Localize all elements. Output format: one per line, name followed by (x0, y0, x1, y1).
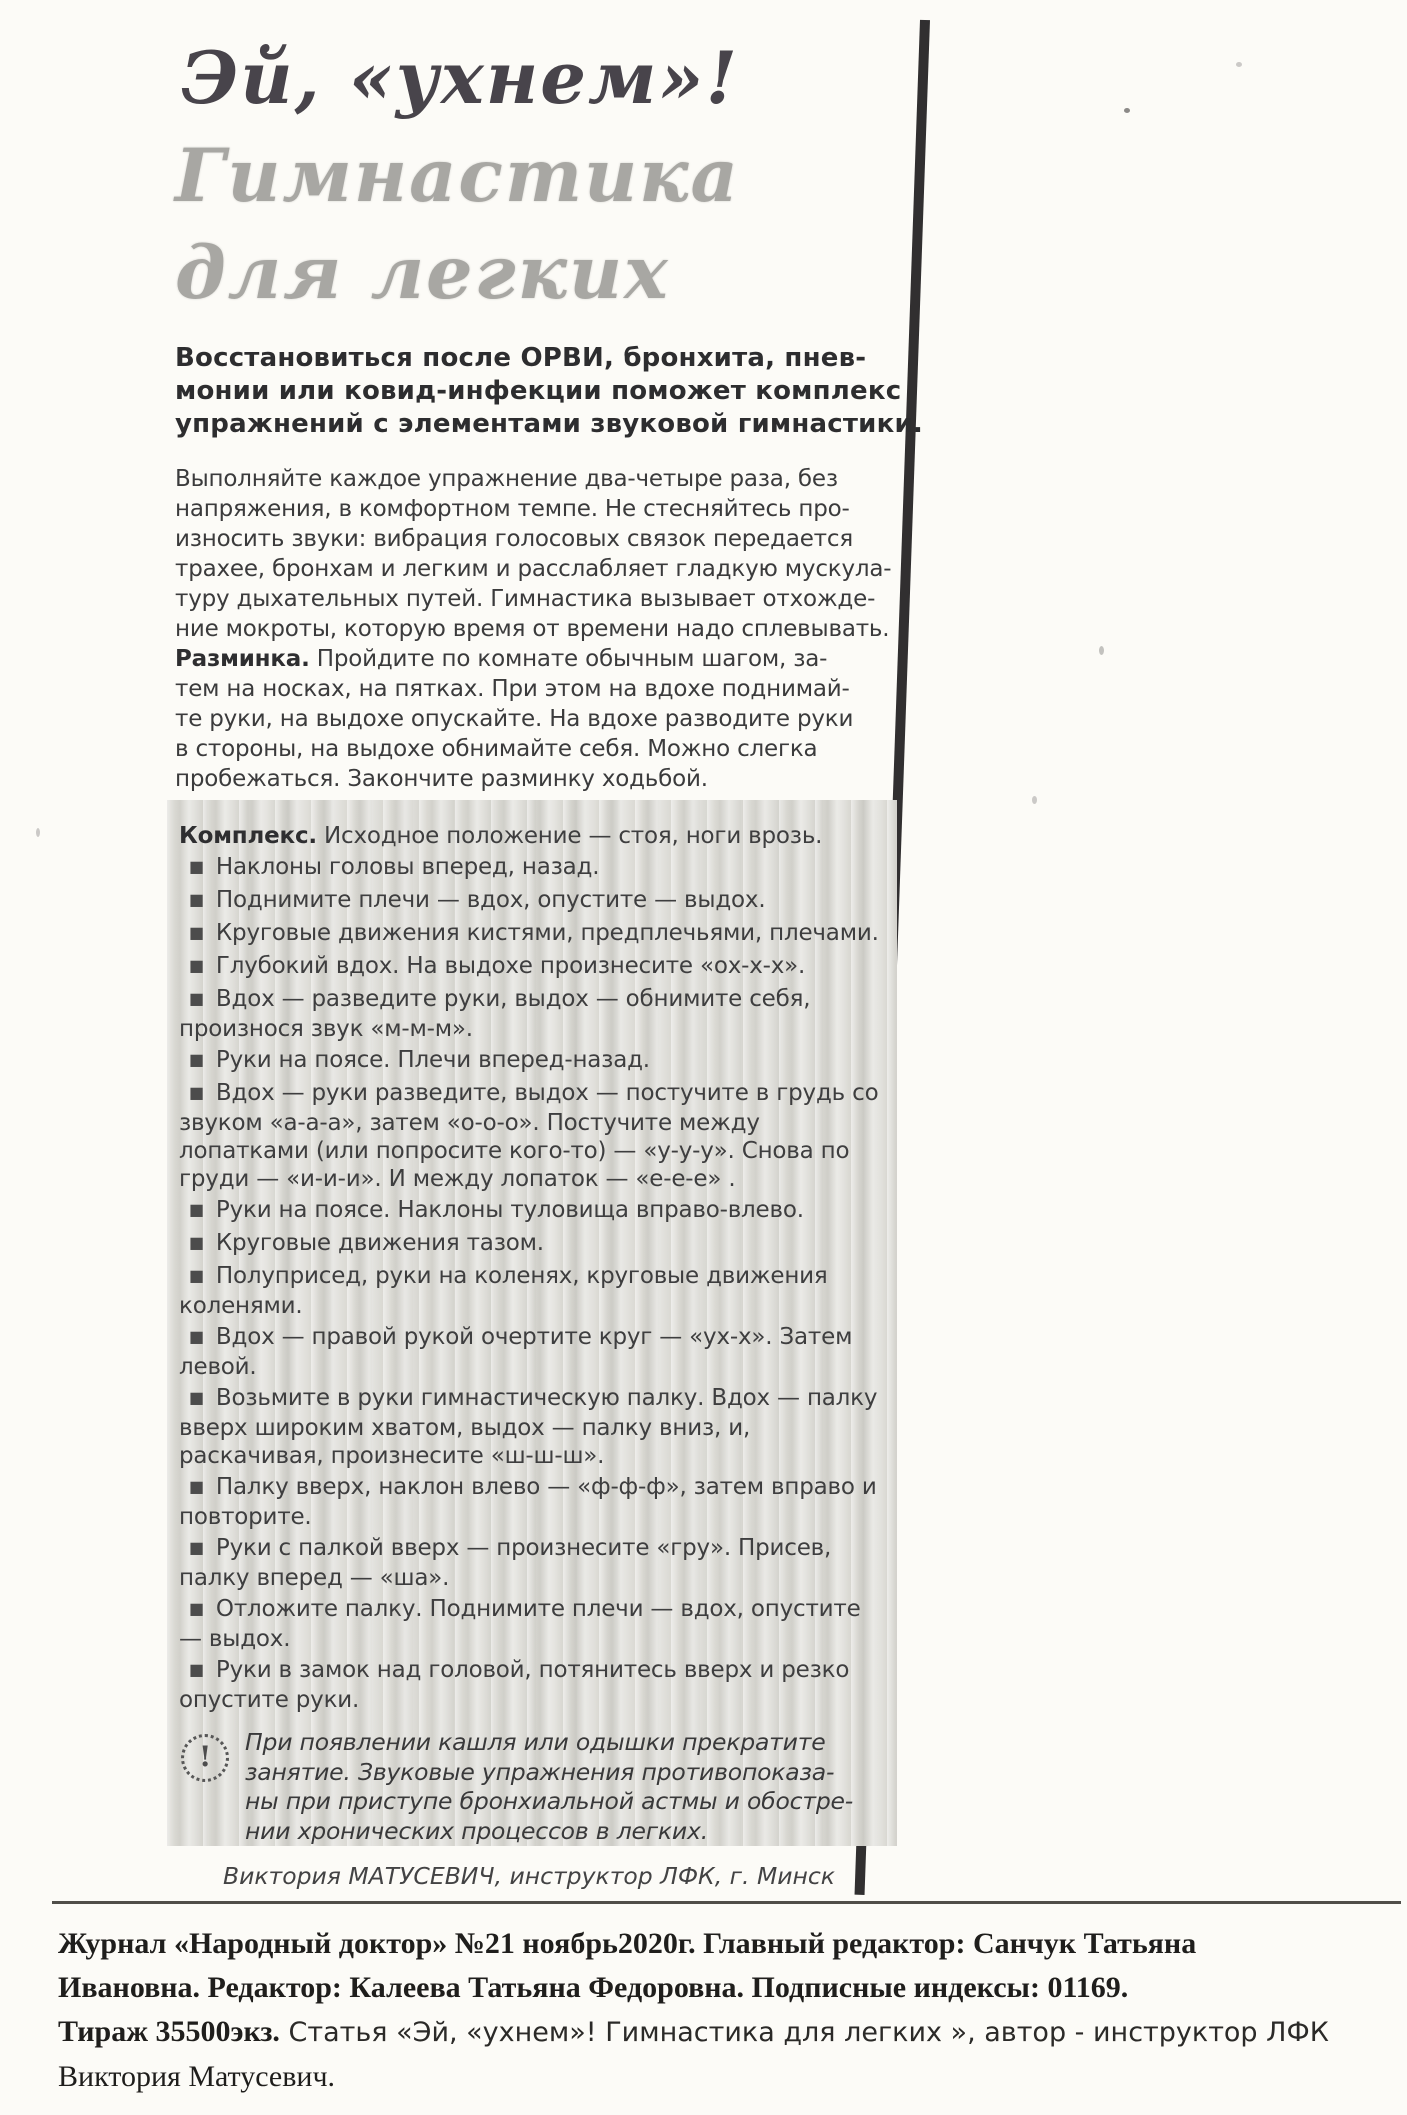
warning-exclamation-icon: ! (181, 1734, 229, 1782)
body-paragraph-razminka (175, 674, 897, 794)
bullet-square-icon: ■ (189, 1266, 204, 1285)
exercise-item (179, 1079, 889, 1193)
bullet-square-icon: ■ (189, 1477, 204, 1496)
caption-tirazh: Тираж 35500экз. (58, 2015, 280, 2048)
body-line: Выполняйте каждое упражнение два-четыре раза, без (175, 466, 838, 492)
article-body (175, 464, 897, 794)
caption-line-4: Виктория Матусевич. (58, 2060, 336, 2093)
exercise-item (179, 1595, 889, 1653)
caption-divider-line (52, 1901, 1401, 1904)
bullet-square-icon: ■ (189, 890, 204, 909)
exercise-item-text: Поднимите плечи — вдох, опустите — выдох. (215, 887, 766, 913)
scan-speck (1124, 108, 1130, 113)
exercise-item-text: Возьмите в руки гимнастическую палку. Вдох — палку вверх широким хватом, выдох — палку вниз, и, раскачивая, произнесите «ш-ш-ш». (179, 1385, 878, 1469)
warning-note (179, 1728, 889, 1846)
bullet-square-icon: ■ (189, 1660, 204, 1679)
exercise-item-text: Круговые движения тазом. (215, 1230, 544, 1256)
caption-line-1: Журнал «Народный доктор» №21 ноябрь2020г. Главный редактор: Санчук Татьяна (58, 1927, 1197, 1960)
exercise-item (179, 919, 889, 949)
bullet-square-icon: ■ (189, 857, 204, 876)
exercise-item-text: Глубокий вдох. На выдохе произнесите «ох-х-х». (215, 953, 806, 979)
komplex-list (179, 853, 889, 1714)
body-line: в стороны, на выдохе обнимайте себя. Можно слегка (175, 736, 818, 762)
bullet-square-icon: ■ (189, 1599, 204, 1618)
exercise-item-text: Наклоны головы вперед, назад. (215, 854, 600, 880)
warning-line: нии хронических процессов в легких. (245, 1816, 708, 1845)
exercise-item (179, 952, 889, 982)
exercise-item (179, 886, 889, 916)
exercise-box (167, 800, 897, 1846)
bullet-square-icon: ■ (189, 1327, 204, 1346)
lead-line: монии или ковид-инфекции поможет комплекс (175, 376, 902, 406)
exercise-item (179, 985, 889, 1043)
body-line: тем на носках, на пятках. При этом на вдохе поднимай- (175, 676, 850, 702)
komplex-intro-line (179, 822, 889, 850)
caption-line-2: Ивановна. Редактор: Калеева Татьяна Федоровна. Подписные индексы: 01169. (58, 1971, 1129, 2004)
exercise-item (179, 1656, 889, 1714)
article-lead (175, 342, 923, 441)
bullet-square-icon: ■ (189, 1388, 204, 1407)
body-line: туру дыхательных путей. Гимнастика вызывает отхожде- (175, 586, 876, 612)
warning-text (245, 1728, 889, 1846)
exercise-item-text: Круговые движения кистями, предплечьями, плечами. (215, 920, 879, 946)
razminka-label: Разминка. (175, 646, 310, 672)
warning-line: При появлении кашля или одышки прекратите (245, 1728, 826, 1756)
exercise-item-text: Руки на поясе. Плечи вперед-назад. (215, 1047, 650, 1073)
komplex-label: Комплекс. (179, 823, 317, 849)
exercise-item (179, 853, 889, 883)
body-line: напряжения, в комфортном темпе. Не стесняйтесь про- (175, 496, 850, 522)
body-line-razminka (175, 644, 897, 674)
lead-line: Восстановиться после ОРВИ, бронхита, пнев- (175, 343, 867, 373)
warning-line: занятие. Звуковые упражнения противопоказа- (245, 1757, 835, 1786)
article-title-line-2: Гимнастика (175, 133, 740, 219)
warning-line: ны при приступе бронхиальной астмы и обостре- (245, 1787, 854, 1815)
body-line: трахее, бронхам и легким и расслабляет гладкую мускула- (175, 556, 892, 582)
body-line: ние мокроты, которую время от времени надо сплевывать. (175, 616, 890, 642)
exercise-item (179, 1229, 889, 1259)
article-column (175, 16, 923, 1890)
scan-speck (1236, 62, 1242, 67)
exercise-item (179, 1473, 889, 1531)
body-line: пробежаться. Закончите разминку ходьбой. (175, 766, 708, 792)
bullet-square-icon: ■ (189, 923, 204, 942)
bullet-square-icon: ■ (189, 1083, 204, 1102)
exercise-item-text: Полуприсед, руки на коленях, круговые движения коленями. (179, 1263, 828, 1319)
exercise-item-text: Руки с палкой вверх — произнесите «гру». Присев, палку вперед — «ша». (179, 1535, 832, 1591)
komplex-intro-text: Исходное положение — стоя, ноги врозь. (316, 823, 823, 849)
exercise-item (179, 1323, 889, 1381)
exercise-item-text: Палку вверх, наклон влево — «ф-ф-ф», затем вправо и повторите. (179, 1474, 877, 1530)
exercise-item-text: Вдох — руки разведите, выдох — постучите в грудь со звуком «а-а-а», затем «о-о-о». Постучите между лопатками (или попросите кого-то) — «у-у-у». Снова по груди — «и-и-и». И между лопаток — «е-е-е» . (179, 1080, 879, 1192)
razminka-first-line: Пройдите по комнате обычным шагом, за- (309, 646, 828, 672)
body-line: износить звуки: вибрация голосовых связок передается (175, 526, 853, 552)
caption-article-ref: Статья «Эй, «ухнем»! Гимнастика для легких », автор - инструктор ЛФК (279, 2017, 1329, 2048)
bullet-square-icon: ■ (189, 956, 204, 975)
exercise-item (179, 1534, 889, 1592)
exercise-item-text: Вдох — разведите руки, выдох — обнимите себя, произнося звук «м-м-м». (179, 986, 811, 1042)
scan-speck (1032, 796, 1037, 804)
exercise-item-text: Отложите палку. Поднимите плечи — вдох, опустите — выдох. (179, 1596, 861, 1652)
bullet-square-icon: ■ (189, 1200, 204, 1219)
body-line: те руки, на выдохе опускайте. На вдохе разводите руки (175, 706, 854, 732)
exercise-item-text: Руки на поясе. Наклоны туловища вправо-влево. (215, 1197, 804, 1223)
exercise-item-text: Руки в замок над головой, потянитесь вверх и резко опустите руки. (179, 1657, 850, 1713)
source-caption (58, 1922, 1402, 2099)
scan-speck (36, 828, 40, 837)
bullet-square-icon: ■ (189, 1538, 204, 1557)
bullet-square-icon: ■ (189, 1050, 204, 1069)
exercise-item (179, 1046, 889, 1076)
author-byline: Виктория МАТУСЕВИЧ, инструктор ЛФК, г. Минск (222, 1862, 835, 1890)
exercise-item (179, 1262, 889, 1320)
exercise-item-text: Вдох — правой рукой очертите круг — «ух-х». Затем левой. (179, 1324, 853, 1380)
exercise-item (179, 1196, 889, 1226)
article-title-line-1: Эй, «ухнем»! (181, 35, 740, 120)
body-paragraph-1 (175, 464, 897, 644)
bullet-square-icon: ■ (189, 989, 204, 1008)
bullet-square-icon: ■ (189, 1233, 204, 1252)
caption-line-3 (58, 2010, 1402, 2055)
article-title-line-3: для легких (175, 230, 670, 316)
exercise-item (179, 1384, 889, 1470)
lead-line: упражнений с элементами звуковой гимнастики. (175, 409, 923, 439)
scan-speck (1099, 646, 1104, 655)
